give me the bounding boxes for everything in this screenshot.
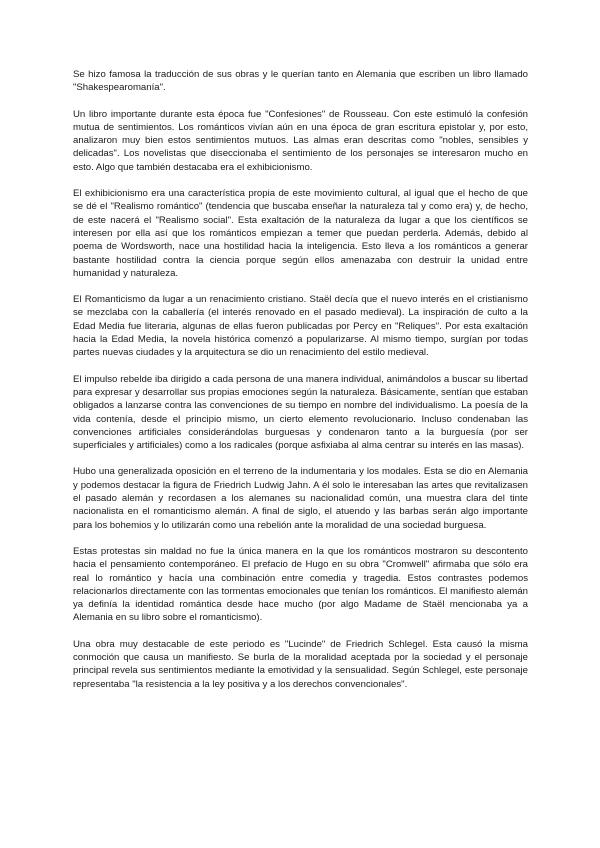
- paragraph-protestas: Estas protestas sin maldad no fue la única manera en la que los románticos mostraron su descontento hacia el pensamiento contemporáneo. El prefacio de Hugo en su obra "Cromwell" afirmaba que sólo era real lo romántico y hacía una combinación entre comedia y tragedia. Estos contrastes podemos relacionarlos directamente con las tormentas emocionales que tenían los románticos. El manifiesto alemán ya definía la identidad romántica desde hace mucho (por algo Madame de Staël mencionaba ya a Alemania en su libro sobre el romanticismo).: [73, 545, 528, 624]
- paragraph-lucinde: Una obra muy destacable de este periodo es "Lucinde" de Friedrich Schlegel. Esta causó la misma conmoción que causa un manifiesto. Se burla de la moralidad aceptada por la sociedad y el personaje principal revela sus sentimientos mediante la emotividad y la sensualidad. Según Schlegel, este personaje representaba "la resistencia a la ley positiva y a los derechos convencionales".: [73, 638, 528, 690]
- paragraph-renacimiento-cristiano: El Romanticismo da lugar a un renacimiento cristiano. Staël decía que el nuevo interés en el cristianismo se mezclaba con la caballería (el interés renovado en el pasado medieval). La inspiración de culto a la Edad Media fue literaria, algunas de ellas fueron publicadas por Percy en "Reliques". Por esta exaltación hacia la Edad Media, la novela histórica comenzó a popularizarse. Al mismo tiempo, surgían por todas partes nuevas ciudades y la arquitectura se dio un renacimiento del estilo medieval.: [73, 294, 528, 359]
- paragraph-indumentaria: Hubo una generalizada oposición en el terreno de la indumentaria y los modales. Esta se dio en Alemania y podemos destacar la figura de Friedrich Ludwig Jahn. A él solo le interesaban las artes que revitalizasen el pasado alemán y recordasen a los alemanes su nacionalidad común, una muestra clara del tinte nacionalista en el romanticismo alemán. A final de siglo, el atuendo y las barbas serán algo importante para los bohemios y lo utilizarán como una rebelión ante la moralidad de una sociedad burguesa.: [73, 466, 528, 531]
- paragraph-confesiones: Un libro importante durante esta época fue "Confesiones" de Rousseau. Con este estimuló la confesión mutua de sentimientos. Los románticos vivían aún en una época de gran escritura epistolar y, por esto, analizaron muy bien estos sentimientos mutuos. Las almas eran descritas como "nobles, sensibles y delicadas". Los novelistas que diseccionaba el sentimiento de los personajes se interesaron mucho en esto. Algo que también destacaba era el exhibicionismo.: [73, 108, 528, 173]
- paragraph-shakespearomania: Se hizo famosa la traducción de sus obras y le querían tanto en Alemania que escriben un libro llamado "Shakespearomanía".: [73, 69, 528, 94]
- paragraph-impulso-rebelde: El impulso rebelde iba dirigido a cada persona de una manera individual, animándolos a buscar su libertad para expresar y desarrollar sus propias emociones según la naturaleza. Básicamente, sentían que estaban obligados a lanzarse contra las convenciones de su tiempo en nombre del individualismo. La poesía de la vida contenía, desde el principio mismo, un cierto elemento revolucionario. Incluso condenaban las convenciones artificiales considerándolas burguesas y condenaron tanto a la burguesía (por ser superficiales y artificiales) como a los radicales (porque asfixiaba al alma centrar su interés en las masas).: [73, 373, 528, 452]
- document-page: [73, 68, 528, 704]
- paragraph-exhibicionismo: El exhibicionismo era una característica propia de este movimiento cultural, al igual que el hecho de que se dé el "Realismo romántico" (tendencia que buscaba enseñar la naturaleza tal y como era) y, de hecho, de este nacerá el "Realismo social". Esta exaltación de la naturaleza da lugar a que los científicos se interesen por ella así que los románticos empiezan a temer que puedan perderla. Además, debido al poema de Wordsworth, nace una hostilidad hacia la inteligencia. Esto lleva a los románticos a generar bastante hostilidad contra la ciencia porque según ellos amenazaba con destruir la unidad entre humanidad y naturaleza.: [73, 188, 528, 279]
